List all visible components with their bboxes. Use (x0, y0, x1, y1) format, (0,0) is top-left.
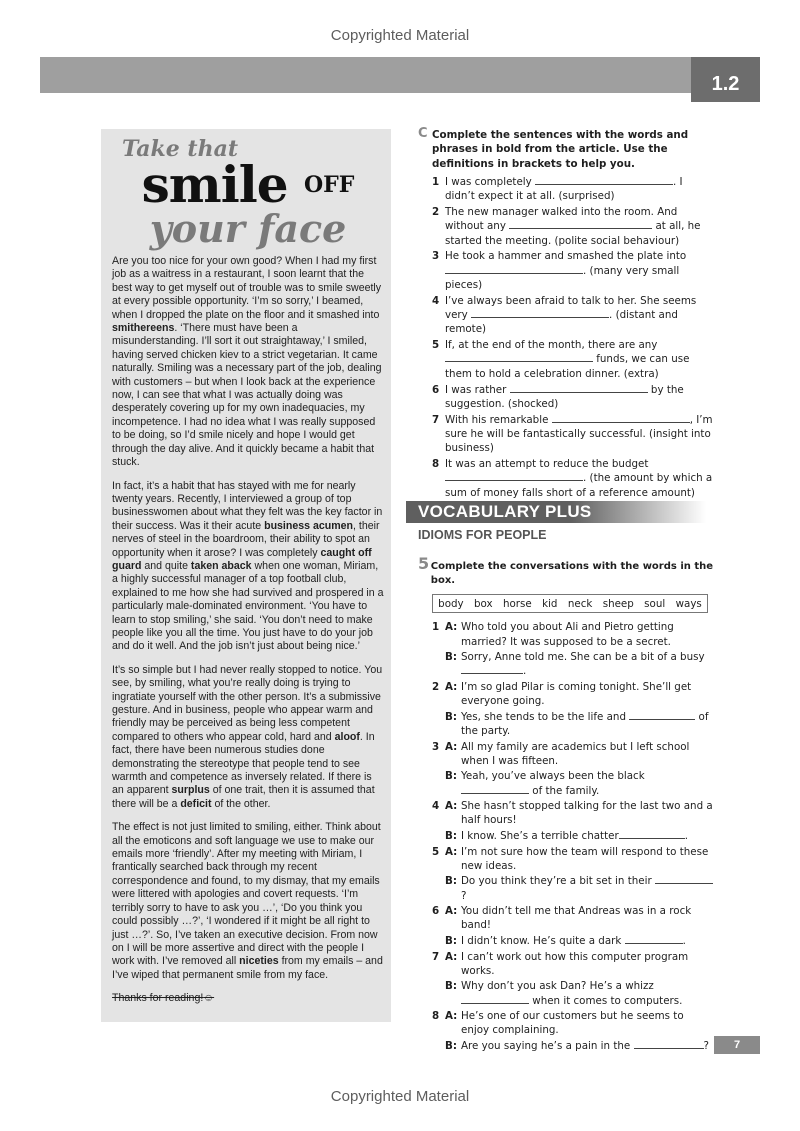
exercise-c-item (432, 457, 714, 500)
sentence-text: Sorry, Anne told me. She can be a bit of a busy (461, 651, 705, 664)
sentence-text: by the suggestion. (shocked) (445, 383, 684, 410)
sentence-text: Why don’t you ask Dan? He’s a whizz (461, 980, 654, 993)
line-text (461, 950, 714, 978)
word-box-item: kid (542, 597, 558, 610)
speaker-b: B: (445, 651, 457, 664)
exercise-c-item (432, 383, 714, 412)
copyright-watermark-top: Copyrighted Material (330, 27, 470, 44)
answer-blank[interactable] (461, 664, 523, 674)
exercise-c-item (432, 338, 714, 381)
line-text (461, 904, 714, 932)
answer-blank[interactable] (445, 352, 593, 362)
sentence-text: I’m so glad Pilar is coming tonight. She’ll get everyone going. (461, 681, 692, 708)
conversation-number: 8 (432, 1010, 440, 1023)
signoff-text: Thanks for reading! (112, 992, 204, 1005)
copyright-watermark-bottom: Copyrighted Material (330, 1088, 470, 1105)
answer-blank[interactable] (552, 413, 690, 423)
sentence-text: She hasn’t stopped talking for the last two and a half hours! (461, 800, 713, 827)
line-text (461, 710, 714, 738)
idioms-subtitle: IDIOMS FOR PEOPLE (418, 528, 547, 542)
line-text (461, 650, 714, 678)
conversation-number: 4 (432, 800, 440, 813)
bold-vocab-term: taken aback (190, 559, 252, 572)
sentence-text: at all, he started the meeting. (polite social behaviour) (445, 220, 701, 247)
article-text: It’s so simple but I had never really stopped to notice. You see, by smiling, what you’re really doing is trying to ingratiate yourself with the other person. It’s a submissive gesture. And in business, people who appear warm and friendly may be perceived as being less competent compared to others who appear cold, hard and (112, 663, 383, 743)
sentence-text: The new manager walked into the room. And without any (445, 205, 678, 233)
article-text: of one trait, then it is assumed that there will be a (112, 784, 375, 810)
line-text (461, 1009, 714, 1037)
sentence-text: With his remarkable (445, 413, 552, 426)
answer-blank[interactable] (619, 829, 685, 839)
conversation-line-b (445, 934, 714, 948)
exercise-c-item (432, 413, 714, 456)
article-paragraph (112, 480, 384, 654)
conversation-number: 1 (432, 621, 440, 634)
item-sentence (445, 294, 714, 337)
sentence-text: All my family are academics but I left school when I was fifteen. (461, 740, 690, 767)
conversation-line-b (445, 650, 714, 678)
answer-blank[interactable] (445, 471, 583, 481)
article-text: . ‘There must have been a misunderstanding. I’ll sort it out straightaway,’ I smiled, having served chicken kiev to a strict vegetarian. It came naturally. Smiling was a necessary part of the job, dealing with customers – but when I look back at the experience now, I can see that what I was actually doing was desperately covering up for my own inadequacies, my incompetence. I had no idea what I was really supposed to be doing, so I’d smile nicely and hope I would get through the day alive. And it quickly became a habit that stuck. (112, 322, 382, 469)
article-panel (101, 129, 391, 1022)
exercise-c-text: Complete the sentences with the words and phrases in bold from the article. Use the definitions in brackets to help you. (432, 129, 689, 170)
title-smile: smile (141, 155, 288, 214)
word-box-item: soul (644, 597, 666, 610)
item-sentence (445, 175, 714, 204)
title-off: OFF (303, 172, 355, 198)
article-text: from my emails – and I’ve wiped that permanent smile from my face. (112, 955, 383, 981)
speaker-b: B: (445, 934, 457, 947)
sentence-text: You didn’t tell me that Andreas was in a rock band! (461, 905, 692, 932)
conversation-list (432, 620, 714, 1053)
bold-vocab-term: niceties (239, 955, 279, 968)
item-sentence (445, 383, 714, 412)
line-text (461, 680, 714, 708)
conversation-line-a (432, 799, 714, 827)
word-box-item: neck (567, 597, 593, 610)
sentence-text: when it comes to computers. (529, 994, 683, 1007)
answer-blank[interactable] (655, 874, 713, 884)
sentence-text: ? (461, 889, 467, 902)
line-text (461, 799, 714, 827)
line-text (461, 874, 714, 902)
conversation-line-b (445, 874, 714, 902)
speaker-a: A: (445, 905, 458, 918)
speaker-a: A: (445, 800, 458, 813)
answer-blank[interactable] (625, 934, 683, 944)
answer-blank[interactable] (461, 784, 529, 794)
answer-blank[interactable] (461, 994, 529, 1004)
speaker-b: B: (445, 980, 457, 993)
sentence-text: . (682, 934, 686, 947)
word-box-item: ways (675, 597, 702, 610)
conversation-line-b (445, 1039, 714, 1053)
sentence-text: It was an attempt to reduce the budget (445, 458, 649, 471)
exercise-c-instruction (418, 126, 714, 171)
speaker-b: B: (445, 710, 457, 723)
word-box-item: horse (502, 597, 532, 610)
speaker-a: A: (445, 621, 458, 634)
exercise-c-letter: C (418, 126, 428, 141)
speaker-a: A: (445, 681, 458, 693)
exercise-5-instruction: Complete the conversations with the words in the box. (430, 561, 714, 587)
line-text (461, 769, 714, 797)
speaker-a: A: (445, 950, 458, 963)
item-number: 7 (432, 413, 440, 426)
article-signoff (112, 992, 384, 1005)
sentence-text: He took a hammer and smashed the plate into (445, 250, 687, 263)
sentence-text: . (distant and remote) (445, 309, 678, 336)
vocab-plus-title: VOCABULARY PLUS (418, 502, 592, 521)
sentence-text: Are you saying he’s a pain in the (461, 1039, 634, 1052)
bold-vocab-term: deficit (180, 797, 212, 810)
item-sentence (445, 457, 714, 500)
answer-blank[interactable] (629, 710, 695, 720)
speaker-a: A: (445, 1010, 458, 1023)
bold-vocab-term: surplus (171, 784, 210, 797)
bold-vocab-term: business acumen (264, 519, 353, 532)
speaker-b: B: (445, 829, 457, 842)
conversation-number: 2 (432, 681, 440, 693)
smiley-icon: ☺ (203, 992, 215, 1005)
item-number: 3 (432, 250, 440, 263)
speaker-a: A: (445, 740, 458, 753)
item-number: 4 (432, 294, 440, 307)
exercise-5-number: 5 (418, 554, 430, 573)
conversation-line-a (432, 620, 714, 648)
bold-vocab-term: aloof (334, 730, 360, 743)
sentence-text: ? (703, 1039, 709, 1052)
article-title (112, 137, 384, 249)
speaker-a: A: (445, 845, 458, 858)
item-sentence (445, 338, 714, 381)
answer-blank[interactable] (510, 383, 648, 393)
conversation-line-a (432, 740, 714, 768)
bold-vocab-term: caught off guard (112, 546, 372, 572)
sentence-text: I’m not sure how the team will respond to these new ideas. (461, 845, 709, 872)
sentence-text: of the family. (529, 784, 600, 797)
bold-vocab-term: smithereens (112, 322, 175, 335)
article-text: Are you too nice for your own good? When I had my first job as a waitress in a restaurant, I soon learnt that the best way to get myself out of trouble was to smile sweetly at every possible opportunity. ‘I’m so sorry,’ I beamed, when I dropped the plate on the floor and it smashed into (112, 255, 382, 321)
exercise-c-list (418, 175, 714, 500)
sentence-text: of the party. (461, 710, 709, 737)
item-number: 2 (432, 205, 440, 218)
item-number: 6 (432, 383, 440, 396)
conversation-line-b (445, 769, 714, 797)
sentence-text: I was completely (445, 175, 536, 188)
answer-blank[interactable] (634, 1039, 704, 1049)
answer-blank[interactable] (509, 219, 652, 229)
article-paragraph (112, 821, 384, 982)
conversation-line-b (445, 979, 714, 1007)
conversation-number: 6 (432, 905, 440, 918)
sentence-text: . (523, 665, 527, 678)
article-text: when one woman, Miriam, a highly successful manager of a top football club, explained to me how she had survived and prospered in a particularly male-dominated environment. ‘You have to learn to stop smiling,’ she said. ‘You don’t need to make people like you all the time. You just have to do your job and do it well. And the job isn’t just about being nice.’ (112, 559, 384, 653)
sentence-text: I can’t work out how this computer program works. (461, 950, 689, 977)
conversation-line-a (432, 845, 714, 873)
title-line-2 (112, 155, 384, 214)
conversation-number: 5 (432, 845, 440, 858)
speaker-b: B: (445, 1039, 457, 1052)
line-text (461, 934, 714, 948)
exercise-5-heading (418, 554, 714, 588)
item-number: 1 (432, 175, 440, 188)
sentence-text: I was rather (445, 383, 510, 396)
item-number: 5 (432, 339, 440, 352)
conversation-line-a (432, 904, 714, 932)
exercise-c-item (432, 175, 714, 204)
line-text (461, 620, 714, 648)
article-body (112, 255, 384, 982)
title-line-3: your face (149, 206, 347, 251)
item-sentence (445, 205, 714, 248)
sentence-text: I know. She’s a terrible chatter (461, 829, 619, 842)
unit-number: 1.2 (691, 57, 760, 102)
item-sentence (445, 249, 714, 292)
exercise-c-item (432, 294, 714, 337)
sentence-text: . (684, 829, 688, 842)
answer-blank[interactable] (535, 175, 673, 185)
conversation-number: 7 (432, 950, 440, 963)
conversation-number: 3 (432, 740, 440, 753)
conversation-line-a (432, 1009, 714, 1037)
article-paragraph (112, 255, 384, 470)
sentence-text: Yeah, you’ve always been the black (461, 770, 645, 783)
answer-blank[interactable] (445, 264, 583, 274)
title-line-1: Take that (122, 136, 238, 162)
article-text: The effect is not just limited to smiling, either. Think about all the emoticons and soft language we use to make our emails more ‘friendly’. After my meeting with Miriam, I frantically searched back through my recent correspondence and found, to my dismay, that my emails were littered with apologies and covert requests. ‘I’m terribly sorry to have to ask you …’, ‘Do you think you could possibly …?’, ‘I wondered if it might be all right to just …?’. So, I’ve taken an executive decision. From now on I will be more assertive and direct with the people I work with. I’ve removed all (112, 821, 381, 968)
word-box-item: sheep (602, 597, 634, 610)
sentence-text: Yes, she tends to be the life and (461, 710, 630, 723)
exercise-5 (418, 554, 714, 1055)
line-text (461, 829, 714, 843)
speaker-b: B: (445, 875, 457, 888)
article-text: , their nerves of steel in the boardroom, their ability to spot an opportunity when it arose? I was completely (112, 519, 380, 559)
word-box (432, 594, 708, 613)
speaker-b: B: (445, 770, 457, 783)
line-text (461, 845, 714, 873)
line-text (461, 740, 714, 768)
exercise-c (418, 128, 714, 501)
sentence-text: . (many very small pieces) (445, 264, 680, 291)
exercise-c-item (432, 249, 714, 292)
sentence-text: He’s one of our customers but he seems to enjoy complaining. (461, 1010, 684, 1037)
article-text: In fact, it’s a habit that has stayed with me for nearly twenty years. Recently, I interviewed a group of top businesswomen about what they felt was the key factor in their success. Was it their acute (112, 479, 383, 532)
page-number: 7 (714, 1036, 760, 1054)
item-sentence (445, 413, 714, 456)
conversation-line-a (432, 680, 714, 708)
article-text: of the other. (211, 797, 271, 810)
sentence-text: If, at the end of the month, there are any (445, 339, 658, 352)
exercise-c-item (432, 205, 714, 248)
conversation-line-a (432, 950, 714, 978)
sentence-text: . I didn’t expect it at all. (surprised) (445, 175, 683, 203)
article-text: and quite (141, 559, 191, 572)
word-box-item: body (438, 597, 464, 610)
sentence-text: . (the amount by which a sum of money falls short of a reference amount) (445, 472, 713, 499)
item-number: 8 (432, 458, 440, 471)
sentence-text: Who told you about Ali and Pietro getting married? It was supposed to be a secret. (461, 621, 674, 648)
line-text (461, 979, 714, 1007)
sentence-text: I didn’t know. He’s quite a dark (461, 934, 625, 947)
conversation-line-b (445, 710, 714, 738)
word-box-item: box (474, 597, 493, 610)
header-bar (40, 57, 691, 93)
conversation-line-b (445, 829, 714, 843)
sentence-text: Do you think they’re a bit set in their (461, 875, 655, 888)
article-paragraph (112, 664, 384, 811)
answer-blank[interactable] (471, 308, 609, 318)
sentence-text: I’ve always been afraid to talk to her. She seems very (445, 294, 697, 322)
line-text (461, 1039, 714, 1053)
sentence-text: , I’m sure he will be fantastically successful. (insight into business) (445, 413, 713, 455)
sentence-text: funds, we can use them to hold a celebration dinner. (extra) (445, 353, 690, 380)
article-text: . In fact, there have been numerous studies done demonstrating the stereotype that people tend to see warmth and competence as inversely related. If there is an apparent (112, 730, 375, 797)
